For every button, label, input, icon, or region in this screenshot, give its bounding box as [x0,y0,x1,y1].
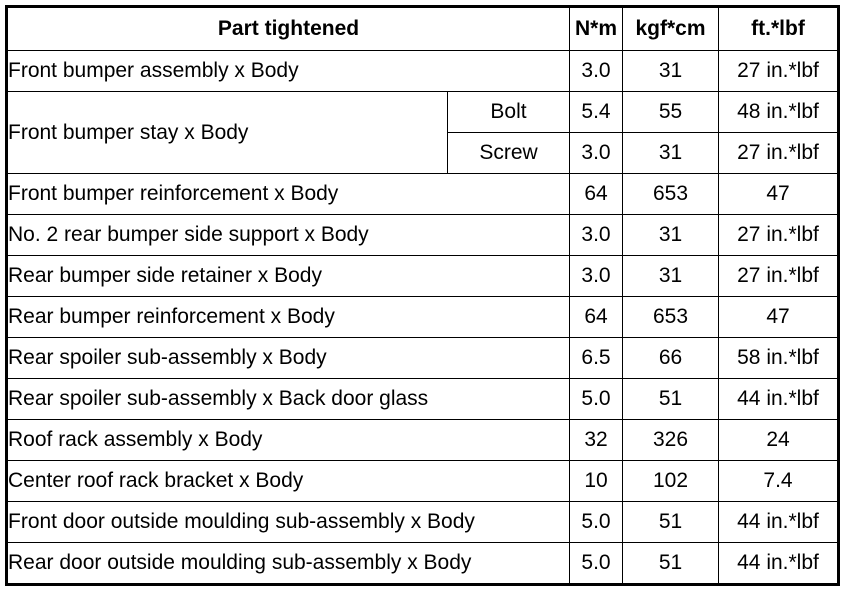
ftlbf-cell: 27 in.*lbf [719,51,839,92]
ftlbf-cell: 48 in.*lbf [719,92,839,133]
kgfcm-cell: 31 [623,133,719,174]
table-row [7,543,839,585]
ftlbf-cell: 47 [719,297,839,338]
part-cell: Rear bumper reinforcement x Body [7,297,570,338]
kgfcm-cell: 653 [623,174,719,215]
kgfcm-cell: 31 [623,256,719,297]
part-cell: Rear door outside moulding sub-assembly x Body [7,543,570,585]
kgfcm-cell: 51 [623,543,719,585]
kgfcm-cell: 326 [623,420,719,461]
table-row [7,174,839,215]
nm-cell: 5.4 [570,92,623,133]
part-cell: Rear spoiler sub-assembly x Body [7,338,570,379]
part-cell: Front door outside moulding sub-assembly x Body [7,502,570,543]
kgfcm-cell: 653 [623,297,719,338]
table-row [7,256,839,297]
nm-cell: 3.0 [570,133,623,174]
part-cell: Front bumper assembly x Body [7,51,570,92]
kgfcm-cell: 51 [623,502,719,543]
part-cell: Rear spoiler sub-assembly x Back door glass [7,379,570,420]
ftlbf-cell: 47 [719,174,839,215]
ftlbf-cell: 7.4 [719,461,839,502]
header-part: Part tightened [7,7,570,51]
table-row [7,502,839,543]
nm-cell: 10 [570,461,623,502]
ftlbf-cell: 27 in.*lbf [719,256,839,297]
part-cell: Center roof rack bracket x Body [7,461,570,502]
nm-cell: 32 [570,420,623,461]
ftlbf-cell: 27 in.*lbf [719,215,839,256]
header-row [7,7,839,51]
ftlbf-cell: 24 [719,420,839,461]
part-cell: Front bumper stay x Body [7,92,448,174]
ftlbf-cell: 44 in.*lbf [719,543,839,585]
part-cell: Front bumper reinforcement x Body [7,174,570,215]
nm-cell: 64 [570,297,623,338]
ftlbf-cell: 27 in.*lbf [719,133,839,174]
table-row [7,92,839,133]
header-kgfcm: kgf*cm [623,7,719,51]
table-row [7,51,839,92]
kgfcm-cell: 31 [623,51,719,92]
ftlbf-cell: 58 in.*lbf [719,338,839,379]
kgfcm-cell: 55 [623,92,719,133]
table-row [7,215,839,256]
nm-cell: 64 [570,174,623,215]
kgfcm-cell: 31 [623,215,719,256]
nm-cell: 3.0 [570,256,623,297]
header-nm: N*m [570,7,623,51]
header-ftlbf: ft.*lbf [719,7,839,51]
part-cell: Rear bumper side retainer x Body [7,256,570,297]
part-cell: Roof rack assembly x Body [7,420,570,461]
kgfcm-cell: 102 [623,461,719,502]
table-row [7,338,839,379]
ftlbf-cell: 44 in.*lbf [719,502,839,543]
nm-cell: 6.5 [570,338,623,379]
table-row [7,297,839,338]
kgfcm-cell: 66 [623,338,719,379]
part-cell: No. 2 rear bumper side support x Body [7,215,570,256]
nm-cell: 5.0 [570,543,623,585]
nm-cell: 3.0 [570,215,623,256]
table-row [7,420,839,461]
torque-table [5,5,840,586]
table-row [7,461,839,502]
ftlbf-cell: 44 in.*lbf [719,379,839,420]
nm-cell: 5.0 [570,379,623,420]
kgfcm-cell: 51 [623,379,719,420]
fastener-type-cell: Bolt [448,92,570,133]
nm-cell: 5.0 [570,502,623,543]
nm-cell: 3.0 [570,51,623,92]
table-row [7,379,839,420]
fastener-type-cell: Screw [448,133,570,174]
